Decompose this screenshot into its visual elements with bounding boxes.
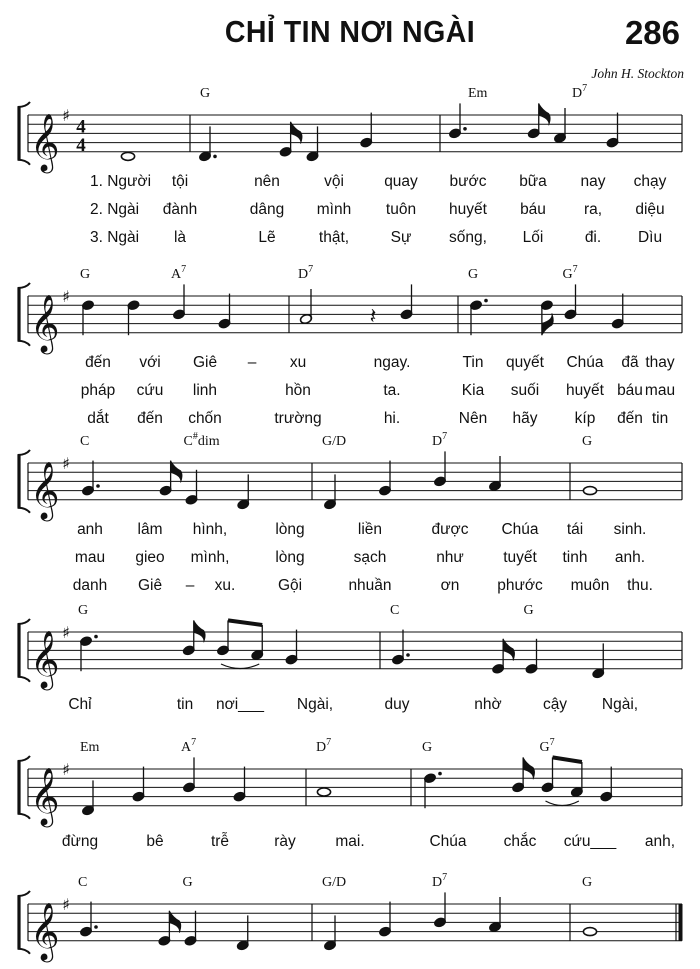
treble-clef-icon: 𝄞 (30, 901, 60, 960)
note-beam (553, 757, 582, 762)
note-flag (503, 639, 515, 661)
chord-symbol: C (390, 603, 400, 618)
quarter-note (423, 772, 441, 808)
lyric-syllable: anh (77, 520, 103, 538)
lyric-line-verse-3 (73, 577, 653, 594)
lyric-syllable: huyết (566, 381, 604, 399)
quarter-note (172, 284, 185, 320)
note-flag (539, 103, 551, 125)
lyric-syllable: bê (146, 832, 164, 850)
lyric-syllable: Chúa (429, 832, 467, 850)
lyric-syllable: mau (74, 548, 106, 566)
chord-symbol: G (582, 434, 593, 449)
chord-symbol: G (78, 603, 89, 618)
quarter-note (378, 902, 391, 938)
lyric-syllable: lòng (275, 520, 305, 538)
augmentation-dot (96, 484, 100, 488)
lyric-syllable: với (139, 353, 161, 371)
bracket-hook-bottom (18, 949, 31, 954)
eighth-note (216, 620, 229, 656)
lyric-syllable: chạy (633, 172, 667, 190)
quarter-rest-icon: 𝄽 (369, 304, 377, 330)
lyric-syllable: đi. (584, 228, 602, 246)
lyric-syllable: dắt (87, 409, 109, 427)
lyric-syllable: danh (72, 576, 108, 594)
quarter-note (378, 461, 391, 497)
lyric-syllable: Ngài, (601, 695, 639, 713)
lyric-syllable: pháp (80, 381, 116, 399)
lyric-syllable: quyết (506, 353, 544, 371)
whole-note (317, 788, 330, 796)
note-flag (542, 313, 554, 335)
chord-symbol: $A^7$ (181, 737, 197, 755)
time-signature-bottom: 4 (76, 134, 86, 156)
hymn-number: 286 (624, 14, 680, 51)
quarter-note (198, 126, 216, 162)
staff-system-3 (18, 431, 683, 594)
lyric-syllable: đến (137, 409, 163, 427)
lyric-syllable: xu (289, 353, 307, 371)
lyric-syllable: 3. Ngài (90, 228, 140, 246)
treble-clef-icon: 𝄞 (30, 766, 60, 825)
lyric-syllable: Ngài, (296, 695, 334, 713)
quarter-note (488, 456, 501, 492)
quarter-note (433, 451, 446, 487)
lyric-syllable: dâng (249, 200, 285, 218)
quarter-note (81, 780, 94, 816)
lyric-syllable: mai. (335, 832, 365, 850)
chord-symbol: G (468, 267, 479, 282)
lyric-syllable: bước (449, 172, 487, 190)
lyric-syllable: đến (617, 409, 643, 427)
lyric-syllable: hãy (512, 409, 538, 427)
quarter-note (237, 474, 250, 510)
key-signature-sharp-icon: ♯ (62, 454, 70, 473)
treble-clef-icon: 𝄞 (30, 293, 60, 352)
augmentation-dot (406, 653, 410, 657)
chord-symbol: $D^7$ (298, 264, 314, 282)
quarter-note (306, 126, 319, 162)
quarter-note (433, 892, 446, 928)
lyric-syllable: chốn (188, 409, 222, 427)
chord-symbol: $G^7$ (562, 264, 578, 282)
lyric-syllable: duy (384, 695, 410, 713)
lyric-syllable: tuôn (385, 200, 417, 218)
note-flag (171, 461, 183, 483)
chord-symbol: G (80, 267, 91, 282)
chord-symbol: G/D (322, 434, 347, 449)
note-head (583, 487, 596, 495)
lyric-syllable: suối (510, 381, 540, 399)
lyric-syllable: 1. Người (90, 172, 152, 190)
chord-symbol: Em (80, 740, 100, 755)
augmentation-dot (94, 925, 98, 929)
lyric-syllable: đừng (61, 832, 99, 850)
quarter-note (592, 643, 605, 679)
whole-note (583, 487, 596, 495)
lyric-syllable: nhờ (474, 695, 502, 713)
eighth-note (251, 625, 264, 661)
bracket-hook-top (18, 619, 31, 624)
staff-system-6 (18, 872, 683, 969)
note-flag (291, 122, 303, 144)
bracket-hook-bottom (18, 341, 31, 346)
lyric-syllable: Tin (462, 353, 484, 371)
lyric-syllable: hình, (192, 520, 228, 538)
lyric-syllable: tái (566, 520, 584, 538)
lyric-syllable: Nên (458, 409, 488, 427)
lyric-syllable: phước (497, 576, 543, 594)
quarter-note (553, 108, 566, 144)
lyric-syllable: rày (274, 832, 296, 850)
lyric-syllable: hồn (285, 381, 311, 399)
eighth-note (540, 300, 553, 336)
treble-clef-icon: 𝄞 (30, 629, 60, 688)
augmentation-dot (213, 155, 217, 159)
lyric-syllable: ta. (383, 381, 401, 399)
lyric-syllable: muôn (570, 576, 610, 594)
chord-symbol: $A^7$ (171, 264, 187, 282)
chord-symbol: $D^7$ (432, 431, 448, 449)
lyric-syllable: đã (621, 353, 639, 371)
quarter-note (323, 915, 336, 951)
lyric-syllable: – (247, 353, 257, 371)
lyric-syllable: trường (274, 409, 322, 427)
lyric-syllable: mau (644, 381, 676, 399)
lyric-syllable: vội (324, 172, 344, 190)
lyric-syllable: báu (617, 381, 643, 399)
lyric-syllable: tin (651, 409, 669, 427)
quarter-note (182, 757, 195, 793)
lyric-syllable: nay (580, 172, 606, 190)
quarter-note (185, 470, 198, 506)
lyric-syllable: Lẽ (258, 228, 276, 246)
lyric-line-verse-1 (85, 354, 675, 371)
slur (221, 664, 259, 669)
quarter-note (81, 300, 94, 336)
bracket-hook-top (18, 450, 31, 455)
lyric-line-verse-3 (87, 410, 668, 427)
lyric-syllable: gieo (135, 548, 165, 566)
quarter-note (600, 767, 613, 803)
lyric-syllable: sống, (449, 228, 487, 246)
lyric-syllable: mình (316, 200, 352, 218)
chord-symbol: $D^7$ (316, 737, 332, 755)
lyric-syllable: xu. (214, 576, 236, 594)
lyric-syllable: Chỉ (68, 695, 92, 713)
note-head (583, 928, 596, 936)
lyric-line-verse-3 (90, 229, 662, 246)
bracket-hook-top (18, 756, 31, 761)
eighth-note (541, 757, 554, 793)
lyric-syllable: sinh. (613, 520, 647, 538)
lyric-syllable: lâm (137, 520, 163, 538)
augmentation-dot (484, 299, 488, 303)
quarter-note (606, 113, 619, 149)
lyric-syllable: nơi___ (215, 695, 265, 713)
quarter-note (236, 915, 249, 951)
quarter-note (360, 113, 373, 149)
lyric-syllable: lòng (275, 548, 305, 566)
lyric-syllable: tuyết (503, 548, 537, 566)
lyric-syllable: tinh (562, 548, 588, 566)
note-head (121, 152, 134, 160)
chord-symbol: G (200, 86, 211, 101)
treble-clef-icon: 𝄞 (30, 112, 60, 171)
slur (546, 801, 579, 806)
chord-symbol: G (582, 875, 593, 890)
lyric-syllable: cứu___ (563, 832, 617, 850)
lyric-syllable: nhuần (348, 576, 392, 594)
chord-symbol: G (182, 875, 193, 890)
lyric-line-verse-1 (62, 833, 675, 850)
lyric-syllable: được (431, 520, 469, 538)
lyric-syllable: Giê (192, 353, 218, 371)
bracket-hook-bottom (18, 508, 31, 513)
bracket-hook-top (18, 102, 31, 107)
note-head (317, 788, 330, 796)
note-flag (194, 620, 206, 642)
staff-system-4 (18, 603, 683, 713)
lyric-syllable: cứu (136, 381, 164, 399)
bracket-hook-top (18, 891, 31, 896)
quarter-note (233, 767, 246, 803)
lyric-line-verse-2 (81, 382, 675, 399)
lyric-syllable: hi. (383, 409, 401, 427)
lyric-syllable: linh (192, 381, 218, 399)
whole-note (583, 928, 596, 936)
lyric-syllable: Giê (137, 576, 163, 594)
lyric-line-verse-2 (75, 549, 645, 566)
chord-symbol: G (422, 740, 433, 755)
staff-system-2 (18, 264, 683, 427)
key-signature-sharp-icon: ♯ (62, 895, 70, 914)
chord-symbol: $D^7$ (432, 872, 448, 890)
quarter-note (218, 294, 231, 330)
whole-note (121, 152, 134, 160)
chord-symbol: $G^7$ (539, 737, 555, 755)
bracket-hook-top (18, 283, 31, 288)
staff-system-5 (18, 737, 683, 850)
lyric-syllable: đành (162, 200, 198, 218)
lyric-syllable: chắc (503, 832, 537, 850)
lyric-syllable: liền (357, 520, 383, 538)
chord-symbol: C#dim (183, 431, 220, 449)
lyric-syllable: tin (176, 695, 194, 713)
lyric-syllable: ơn (440, 576, 460, 594)
lyric-syllable: – (185, 576, 195, 594)
lyric-syllable: Lối (522, 228, 544, 246)
eighth-beam-group (221, 620, 262, 668)
augmentation-dot (94, 635, 98, 639)
lyric-syllable: thật, (318, 228, 350, 246)
bracket-hook-bottom (18, 677, 31, 682)
augmentation-dot (438, 772, 442, 776)
quarter-note (564, 284, 577, 320)
chord-symbol: G/D (322, 875, 347, 890)
treble-clef-icon: 𝄞 (30, 460, 60, 519)
lyric-syllable: Gội (277, 576, 303, 594)
lyric-syllable: Sự (390, 228, 412, 246)
chord-symbol: C (80, 434, 90, 449)
lyric-syllable: cậy (542, 695, 568, 713)
note-beam (228, 620, 262, 625)
lyric-syllable: thay (645, 353, 675, 371)
chord-symbol: C (78, 875, 88, 890)
key-signature-sharp-icon: ♯ (62, 623, 70, 642)
bracket-hook-bottom (18, 814, 31, 819)
lyric-syllable: sạch (353, 548, 387, 566)
lyric-syllable: như (436, 548, 464, 566)
lyric-line-verse-1 (68, 696, 638, 713)
lyric-syllable: Chúa (501, 520, 539, 538)
quarter-note (525, 639, 538, 675)
key-signature-sharp-icon: ♯ (62, 287, 70, 306)
lyric-syllable: ngay. (373, 353, 411, 371)
lyric-syllable: ra, (583, 200, 603, 218)
hymn-title: CHỈ TIN NƠI NGÀI (224, 14, 476, 49)
lyric-syllable: kíp (574, 409, 596, 427)
lyric-syllable: là (173, 228, 187, 246)
lyric-syllable: nên (254, 172, 280, 190)
quarter-note (132, 767, 145, 803)
note-flag (169, 911, 181, 933)
lyric-syllable: huyết (449, 200, 487, 218)
augmentation-dot (463, 127, 467, 131)
quarter-note (469, 299, 487, 335)
lyric-syllable: diệu (635, 200, 665, 218)
lyric-syllable: quay (384, 172, 418, 190)
half-note (299, 289, 312, 325)
lyric-syllable: thu. (627, 576, 653, 594)
quarter-note (611, 294, 624, 330)
lyric-syllable: Dìu (637, 228, 663, 246)
lyric-syllable: báu (520, 200, 546, 218)
quarter-note (488, 897, 501, 933)
key-signature-sharp-icon: ♯ (62, 760, 70, 779)
composer-credit: John H. Stockton (591, 66, 684, 81)
quarter-note (127, 300, 140, 336)
lyric-syllable: trễ (210, 832, 230, 850)
chord-symbol: Em (468, 86, 488, 101)
lyric-syllable: bữa (519, 172, 547, 190)
bracket-hook-bottom (18, 160, 31, 165)
lyric-line-verse-1 (77, 521, 646, 538)
lyric-syllable: tội (171, 172, 189, 190)
lyric-syllable: Kia (461, 381, 485, 399)
quarter-note (323, 474, 336, 510)
staff-system-1 (18, 83, 683, 246)
lyric-syllable: đến (85, 353, 111, 371)
eighth-beam-group (546, 757, 582, 805)
lyric-syllable: anh, (644, 832, 676, 850)
note-flag (523, 757, 535, 779)
chord-symbol: G (523, 603, 534, 618)
lyric-line-verse-1 (90, 173, 667, 190)
lyric-syllable: Chúa (566, 353, 604, 371)
quarter-note (184, 911, 197, 947)
quarter-note (400, 284, 413, 320)
lyric-syllable: 2. Ngài (90, 200, 140, 218)
lyric-syllable: anh. (614, 548, 646, 566)
key-signature-sharp-icon: ♯ (62, 106, 70, 125)
chord-symbol: $D^7$ (572, 83, 588, 101)
time-signature-top: 4 (76, 116, 86, 138)
quarter-note (285, 630, 298, 666)
lyric-line-verse-2 (90, 201, 665, 218)
quarter-note (79, 635, 97, 671)
lyric-syllable: mình, (190, 548, 230, 566)
eighth-note (570, 762, 583, 798)
